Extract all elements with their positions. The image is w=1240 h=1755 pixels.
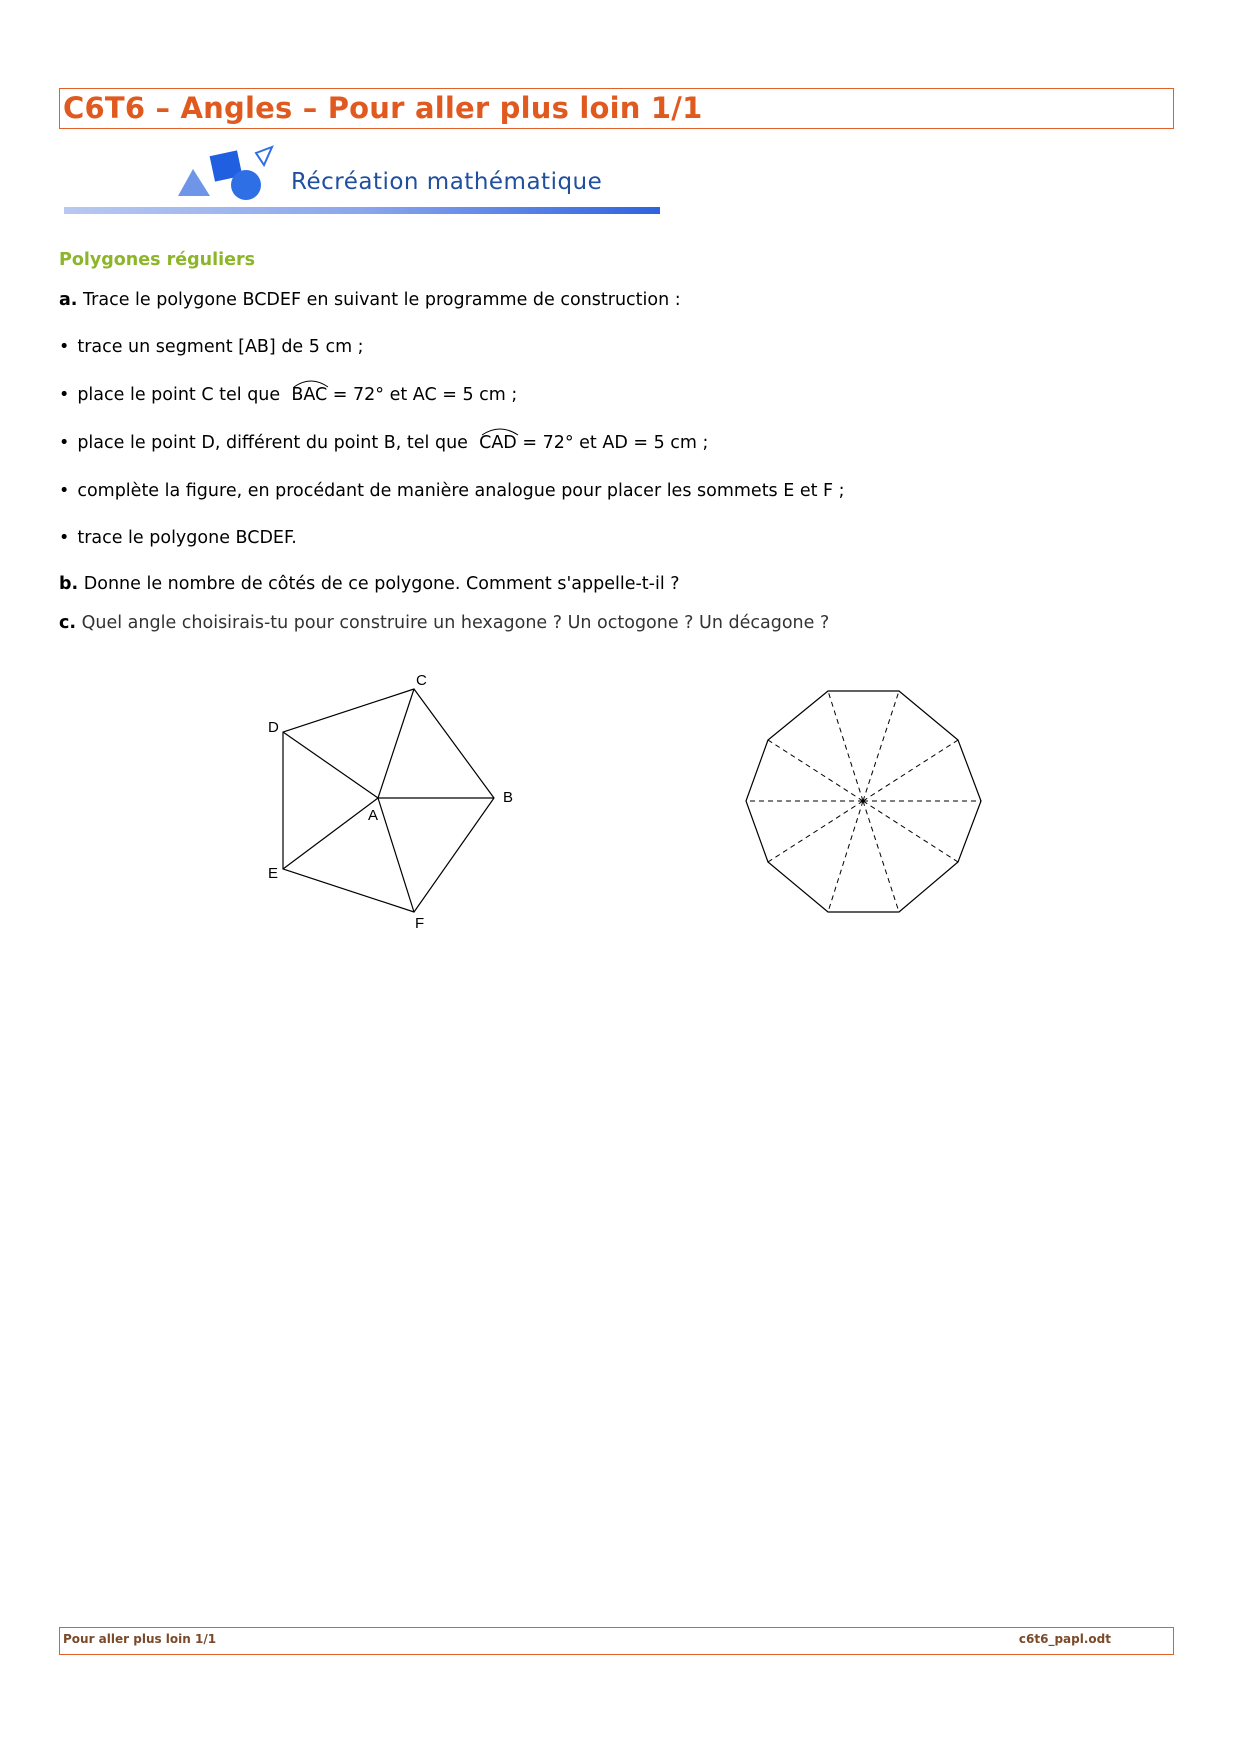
label-c: C bbox=[416, 672, 427, 689]
question-b bbox=[59, 574, 680, 594]
recreation-banner bbox=[60, 143, 670, 219]
segment-ae bbox=[283, 798, 378, 869]
angle-arc-icon bbox=[479, 423, 521, 437]
step-4 bbox=[59, 481, 845, 501]
step-2 bbox=[59, 385, 517, 405]
question-a-text: Trace le polygone BCDEF en suivant le programme de construction : bbox=[83, 290, 681, 310]
label-a: A bbox=[368, 807, 379, 824]
angle-cad bbox=[479, 433, 517, 453]
step-2-text-post: = 72° et AC = 5 cm ; bbox=[332, 385, 518, 405]
step-4-text: complète la figure, en procédant de manière analogue pour placer les sommets E et F ; bbox=[77, 481, 845, 501]
decagon-radii bbox=[746, 691, 981, 912]
segment-af bbox=[378, 798, 414, 912]
bullet: • bbox=[59, 433, 70, 453]
banner-text: Récréation mathématique bbox=[291, 169, 603, 195]
label-d: D bbox=[268, 719, 279, 736]
footer-left: Pour aller plus loin 1/1 bbox=[63, 1632, 217, 1646]
angle-cad-text: CAD bbox=[479, 433, 517, 453]
step-5-text: trace le polygone BCDEF. bbox=[77, 528, 297, 548]
segment-ac bbox=[378, 689, 414, 798]
angle-arc-icon bbox=[291, 375, 331, 389]
banner-bar bbox=[64, 207, 660, 214]
angle-bac bbox=[291, 385, 327, 405]
question-c-label: c. bbox=[59, 613, 77, 633]
section-title: Polygones réguliers bbox=[59, 250, 256, 270]
step-3-text-pre: place le point D, différent du point B, tel que bbox=[77, 433, 468, 453]
footer bbox=[59, 1627, 1174, 1655]
shapes-logo-icon bbox=[60, 143, 300, 207]
step-2-text-pre: place le point C tel que bbox=[77, 385, 281, 405]
question-a bbox=[59, 290, 681, 310]
decagon-figure bbox=[746, 691, 981, 912]
pentagon-figure bbox=[283, 689, 494, 912]
footer-filename: c6t6_papl.odt bbox=[1018, 1632, 1111, 1646]
page-title: C6T6 – Angles – Pour aller plus loin 1/1 bbox=[63, 91, 703, 125]
step-1-text: trace un segment [AB] de 5 cm ; bbox=[77, 337, 364, 357]
step-3 bbox=[59, 433, 708, 453]
bullet: • bbox=[59, 528, 70, 548]
step-3-text-post: = 72° et AD = 5 cm ; bbox=[522, 433, 709, 453]
step-5 bbox=[59, 528, 297, 548]
bullet: • bbox=[59, 337, 70, 357]
question-c bbox=[59, 613, 829, 633]
title-box bbox=[59, 88, 1174, 129]
figures bbox=[0, 660, 1240, 950]
question-c-text: Quel angle choisirais-tu pour construire un hexagone ? Un octogone ? Un décagone ? bbox=[81, 613, 830, 633]
bullet: • bbox=[59, 385, 70, 405]
step-1 bbox=[59, 337, 364, 357]
label-e: E bbox=[268, 865, 279, 882]
question-b-text: Donne le nombre de côtés de ce polygone. Comment s'appelle-t-il ? bbox=[83, 574, 680, 594]
bullet: • bbox=[59, 481, 70, 501]
question-a-label: a. bbox=[59, 290, 78, 310]
angle-bac-text: BAC bbox=[291, 385, 328, 405]
label-b: B bbox=[503, 789, 514, 806]
segment-ad bbox=[283, 732, 378, 798]
pentagon-outline bbox=[283, 689, 494, 912]
label-f: F bbox=[415, 915, 425, 932]
question-b-label: b. bbox=[59, 574, 79, 594]
